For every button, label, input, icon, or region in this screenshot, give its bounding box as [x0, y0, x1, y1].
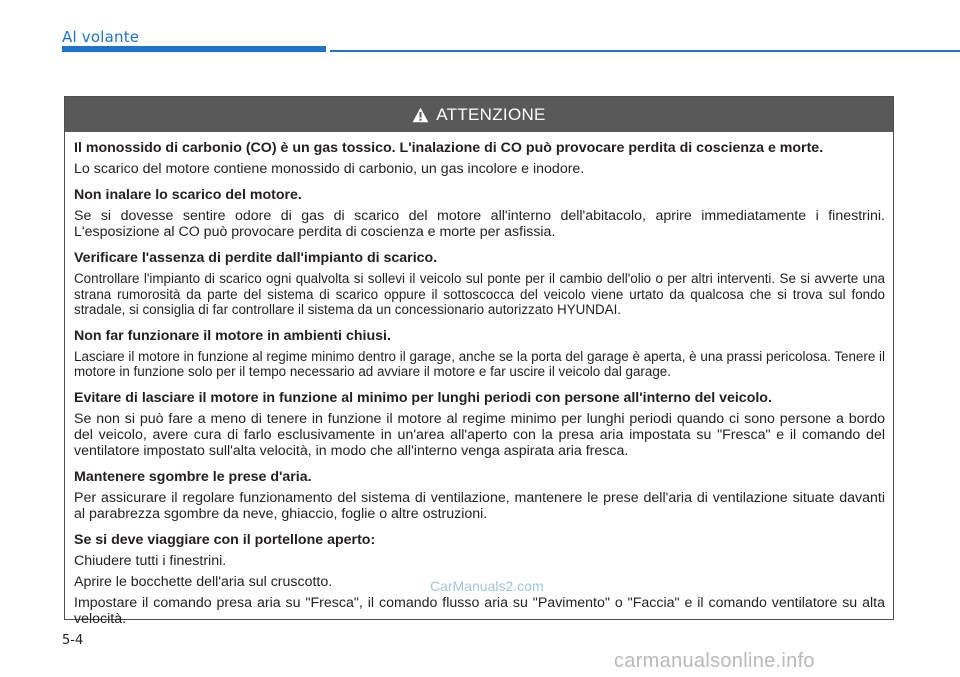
- warning-heading: Evitare di lasciare il motore in funzione al minimo per lunghi periodi con persone all'interno del veicolo.: [74, 389, 772, 406]
- watermark-corner: carmanualsonline.info: [614, 650, 815, 672]
- warning-box: [64, 96, 894, 627]
- warning-heading: Il monossido di carbonio (CO) è un gas tossico. L'inalazione di CO può provocare perdita di coscienza e morte.: [74, 140, 824, 156]
- warning-text: Se si dovesse sentire odore di gas di scarico del motore all'interno dell'abitacolo, aprire immediatamente i finestrini. L'esposizione al CO può provocare perdita di coscienza e morte per asfissia.: [74, 208, 885, 240]
- warning-heading: Non inalare lo scarico del motore.: [74, 187, 302, 203]
- warning-triangle-icon: [412, 107, 429, 123]
- warning-text: Impostare il comando presa aria su "Fresca", il comando flusso aria su "Pavimento" o "Faccia" e il comando ventilatore su alta velocità.: [74, 594, 885, 627]
- warning-text: Se non si può fare a meno di tenere in funzione il motore al regime minimo per lunghi periodi quando ci sono persone a bordo del veicolo, avere cura di farlo esclusivamente in un'area all'aperto con la presa aria impostata su "Fresca" e il comando del ventilatore impostato sull'alta velocità, in modo che all'interno venga aspirata aria fresca.: [74, 410, 885, 459]
- warning-text: Lo scarico del motore contiene monossido di carbonio, un gas incolore e inodore.: [74, 161, 585, 177]
- warning-title: ATTENZIONE: [436, 104, 546, 124]
- warning-title-bar: [65, 97, 893, 132]
- warning-text: Per assicurare il regolare funzionamento del sistema di ventilazione, mantenere le prese dell'aria di ventilazione situate davanti al parabrezza sgombre da neve, ghiaccio, foglie o altre ostruzioni.: [74, 489, 885, 522]
- warning-text: Chiudere tutti i finestrini.: [74, 552, 227, 569]
- warning-heading: Non far funzionare il motore in ambienti chiusi.: [74, 327, 391, 344]
- warning-text: Aprire le bocchette dell'aria sul cruscotto.: [74, 573, 333, 590]
- header-rule-thin: [330, 50, 960, 52]
- watermark-inline: CarManuals2.com: [430, 578, 544, 594]
- header-rule-thick: [62, 46, 326, 52]
- warning-heading: Mantenere sgombre le prese d'aria.: [74, 468, 312, 485]
- warning-body: [65, 132, 893, 627]
- page-number: 5-4: [62, 633, 84, 648]
- warning-heading: Verificare l'assenza di perdite dall'impianto di scarico.: [74, 250, 438, 266]
- warning-text: Lasciare il motore in funzione al regime minimo dentro il garage, anche se la porta del garage è aperta, è una prassi pericolosa. Tenere il motore in funzione solo per il tempo necessario ad avviare il motore e far uscire il veicolo dal garage.: [74, 348, 885, 380]
- section-title: Al volante: [62, 28, 140, 46]
- warning-text: Controllare l'impianto di scarico ogni qualvolta si sollevi il veicolo sul ponte per il cambio dell'olio o per altri interventi. Se si avverte una strana rumorosità da parte del sistema di scarico oppure il sottoscocca del veicolo viene urtato da qualcosa che si trova sul fondo stradale, si consiglia di far controllare il sistema da un concessionario autorizzato HYUNDAI.: [74, 271, 885, 318]
- warning-heading: Se si deve viaggiare con il portellone aperto:: [74, 531, 376, 548]
